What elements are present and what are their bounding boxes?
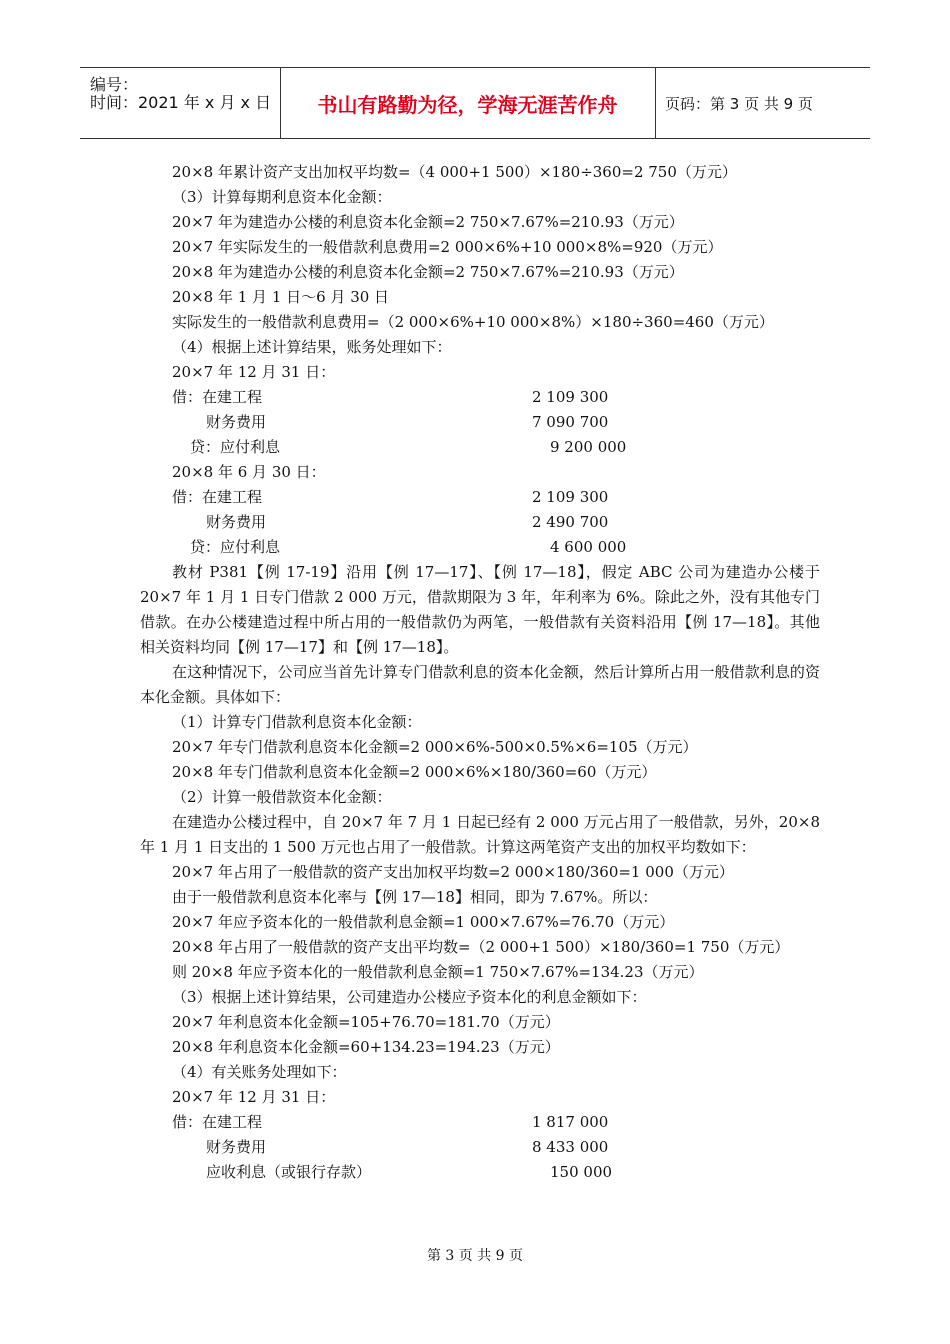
text-line: 20×8 年利息资本化金额=60+134.23=194.23（万元） [172, 1038, 560, 1056]
header-info [80, 68, 281, 138]
text-line: 20×7 年利息资本化金额=105+76.70=181.70（万元） [172, 1013, 560, 1031]
text-line: （3）计算每期利息资本化金额： [172, 188, 392, 206]
entry-amount: 2 109 300 [532, 488, 609, 506]
entry-amount: 2 109 300 [532, 388, 609, 406]
entry-account: 贷：应付利息 [190, 538, 281, 556]
text-line: （4）有关账务处理如下： [172, 1063, 347, 1081]
text-line: 20×8 年累计资产支出加权平均数=（4 000+1 500）×180÷360=2 750（万元） [172, 163, 737, 181]
entry-amount: 9 200 000 [550, 438, 627, 456]
entry-account: 财务费用 [206, 413, 267, 431]
text-line: （1）计算专门借款利息资本化金额： [172, 713, 422, 731]
journal-entry [140, 1160, 820, 1185]
text-line: 20×7 年占用了一般借款的资产支出加权平均数=2 000×180/360=1 000（万元） [172, 863, 734, 881]
text-line: 20×7 年 12 月 31 日： [172, 1088, 336, 1106]
entry-amount: 1 817 000 [532, 1113, 609, 1131]
text-line: （4）根据上述计算结果，账务处理如下： [172, 338, 452, 356]
journal-entry [140, 435, 820, 460]
text-line: 20×8 年 1 月 1 日～6 月 30 日 [172, 288, 390, 306]
header-motto: 书山有路勤为径，学海无涯苦作舟 [280, 68, 656, 138]
entry-account: 贷：应付利息 [190, 438, 281, 456]
paragraph: 在这种情况下，公司应当首先计算专门借款利息的资本化金额，然后计算所占用一般借款利息的资本化金额。具体如下： [140, 663, 820, 706]
text-line: 20×7 年为建造办公楼的利息资本化金额=2 750×7.67%=210.93（万元） [172, 213, 684, 231]
entry-account: 借：在建工程 [172, 388, 263, 406]
entry-amount: 2 490 700 [532, 513, 609, 531]
entry-amount: 8 433 000 [532, 1138, 609, 1156]
header-page-label: 页码：第 3 页 共 9 页 [665, 94, 813, 113]
entry-account: 借：在建工程 [172, 488, 263, 506]
text-line: 由于一般借款利息资本化率与【例 17—18】相同，即为 7.67%。所以： [172, 888, 658, 906]
journal-entry [140, 510, 820, 535]
paragraph: 教材 P381【例 17-19】沿用【例 17—17】、【例 17—18】，假定 ABC 公司为建造办公楼于 20×7 年 1 月 1 日专门借款 2 000 万元，借款期限为 3 年，年利率为 6%。除此之外，没有其他专门借款。在办公楼建造过程中所占用的一般借款仍为两笔，一般借款有关资料沿用【例 17—18】。其他相关资料均同【例 17—17】和【例 17—18】。 [140, 563, 820, 656]
text-line: 20×7 年应予资本化的一般借款利息金额=1 000×7.67%=76.70（万元） [172, 913, 675, 931]
paragraph: 20×8 年占用了一般借款的资产支出平均数=（2 000+1 500）×180/360=1 750（万元） [172, 938, 790, 956]
page-footer: 第 3 页 共 9 页 [426, 1248, 524, 1264]
text-line: 则 20×8 年应予资本化的一般借款利息金额=1 750×7.67%=134.23（万元） [172, 963, 704, 981]
journal-entry [140, 410, 820, 435]
text-line: 20×8 年专门借款利息资本化金额=2 000×6%×180/360=60（万元） [172, 763, 657, 781]
entry-amount: 150 000 [550, 1163, 613, 1181]
paragraph: 在建造办公楼过程中，自 20×7 年 7 月 1 日起已经有 2 000 万元占用了一般借款，另外，20×8 年 1 月 1 日支出的 1 500 万元也占用了一般借款。计算这两笔资产支出的加权平均数如下： [140, 813, 820, 856]
journal-entry [140, 1135, 820, 1160]
text-line: 20×7 年 12 月 31 日： [172, 363, 336, 381]
text-line: 实际发生的一般借款利息费用=（2 000×6%+10 000×8%）×180÷360=460（万元） [172, 313, 774, 331]
journal-entry [140, 1110, 820, 1135]
entry-amount: 4 600 000 [550, 538, 627, 556]
page-header [80, 67, 870, 139]
text-line: 20×7 年专门借款利息资本化金额=2 000×6%-500×0.5%×6=105（万元） [172, 738, 698, 756]
journal-entry [140, 535, 820, 560]
text-line: （3）根据上述计算结果，公司建造办公楼应予资本化的利息金额如下： [172, 988, 647, 1006]
journal-entry [140, 485, 820, 510]
document-body [140, 160, 820, 1185]
text-line: 20×8 年为建造办公楼的利息资本化金额=2 750×7.67%=210.93（万元） [172, 263, 684, 281]
entry-account: 借：在建工程 [172, 1113, 263, 1131]
text-line: 20×7 年实际发生的一般借款利息费用=2 000×6%+10 000×8%=920（万元） [172, 238, 723, 256]
entry-account: 财务费用 [206, 513, 267, 531]
date-label: 时间：2021 年 x 月 x 日 [90, 93, 272, 112]
number-label: 编号： [90, 75, 139, 94]
journal-entry [140, 385, 820, 410]
text-line: （2）计算一般借款资本化金额： [172, 788, 392, 806]
entry-amount: 7 090 700 [532, 413, 609, 431]
text-line: 20×8 年 6 月 30 日： [172, 463, 326, 481]
entry-account: 应收利息（或银行存款） [206, 1163, 372, 1181]
entry-account: 财务费用 [206, 1138, 267, 1156]
